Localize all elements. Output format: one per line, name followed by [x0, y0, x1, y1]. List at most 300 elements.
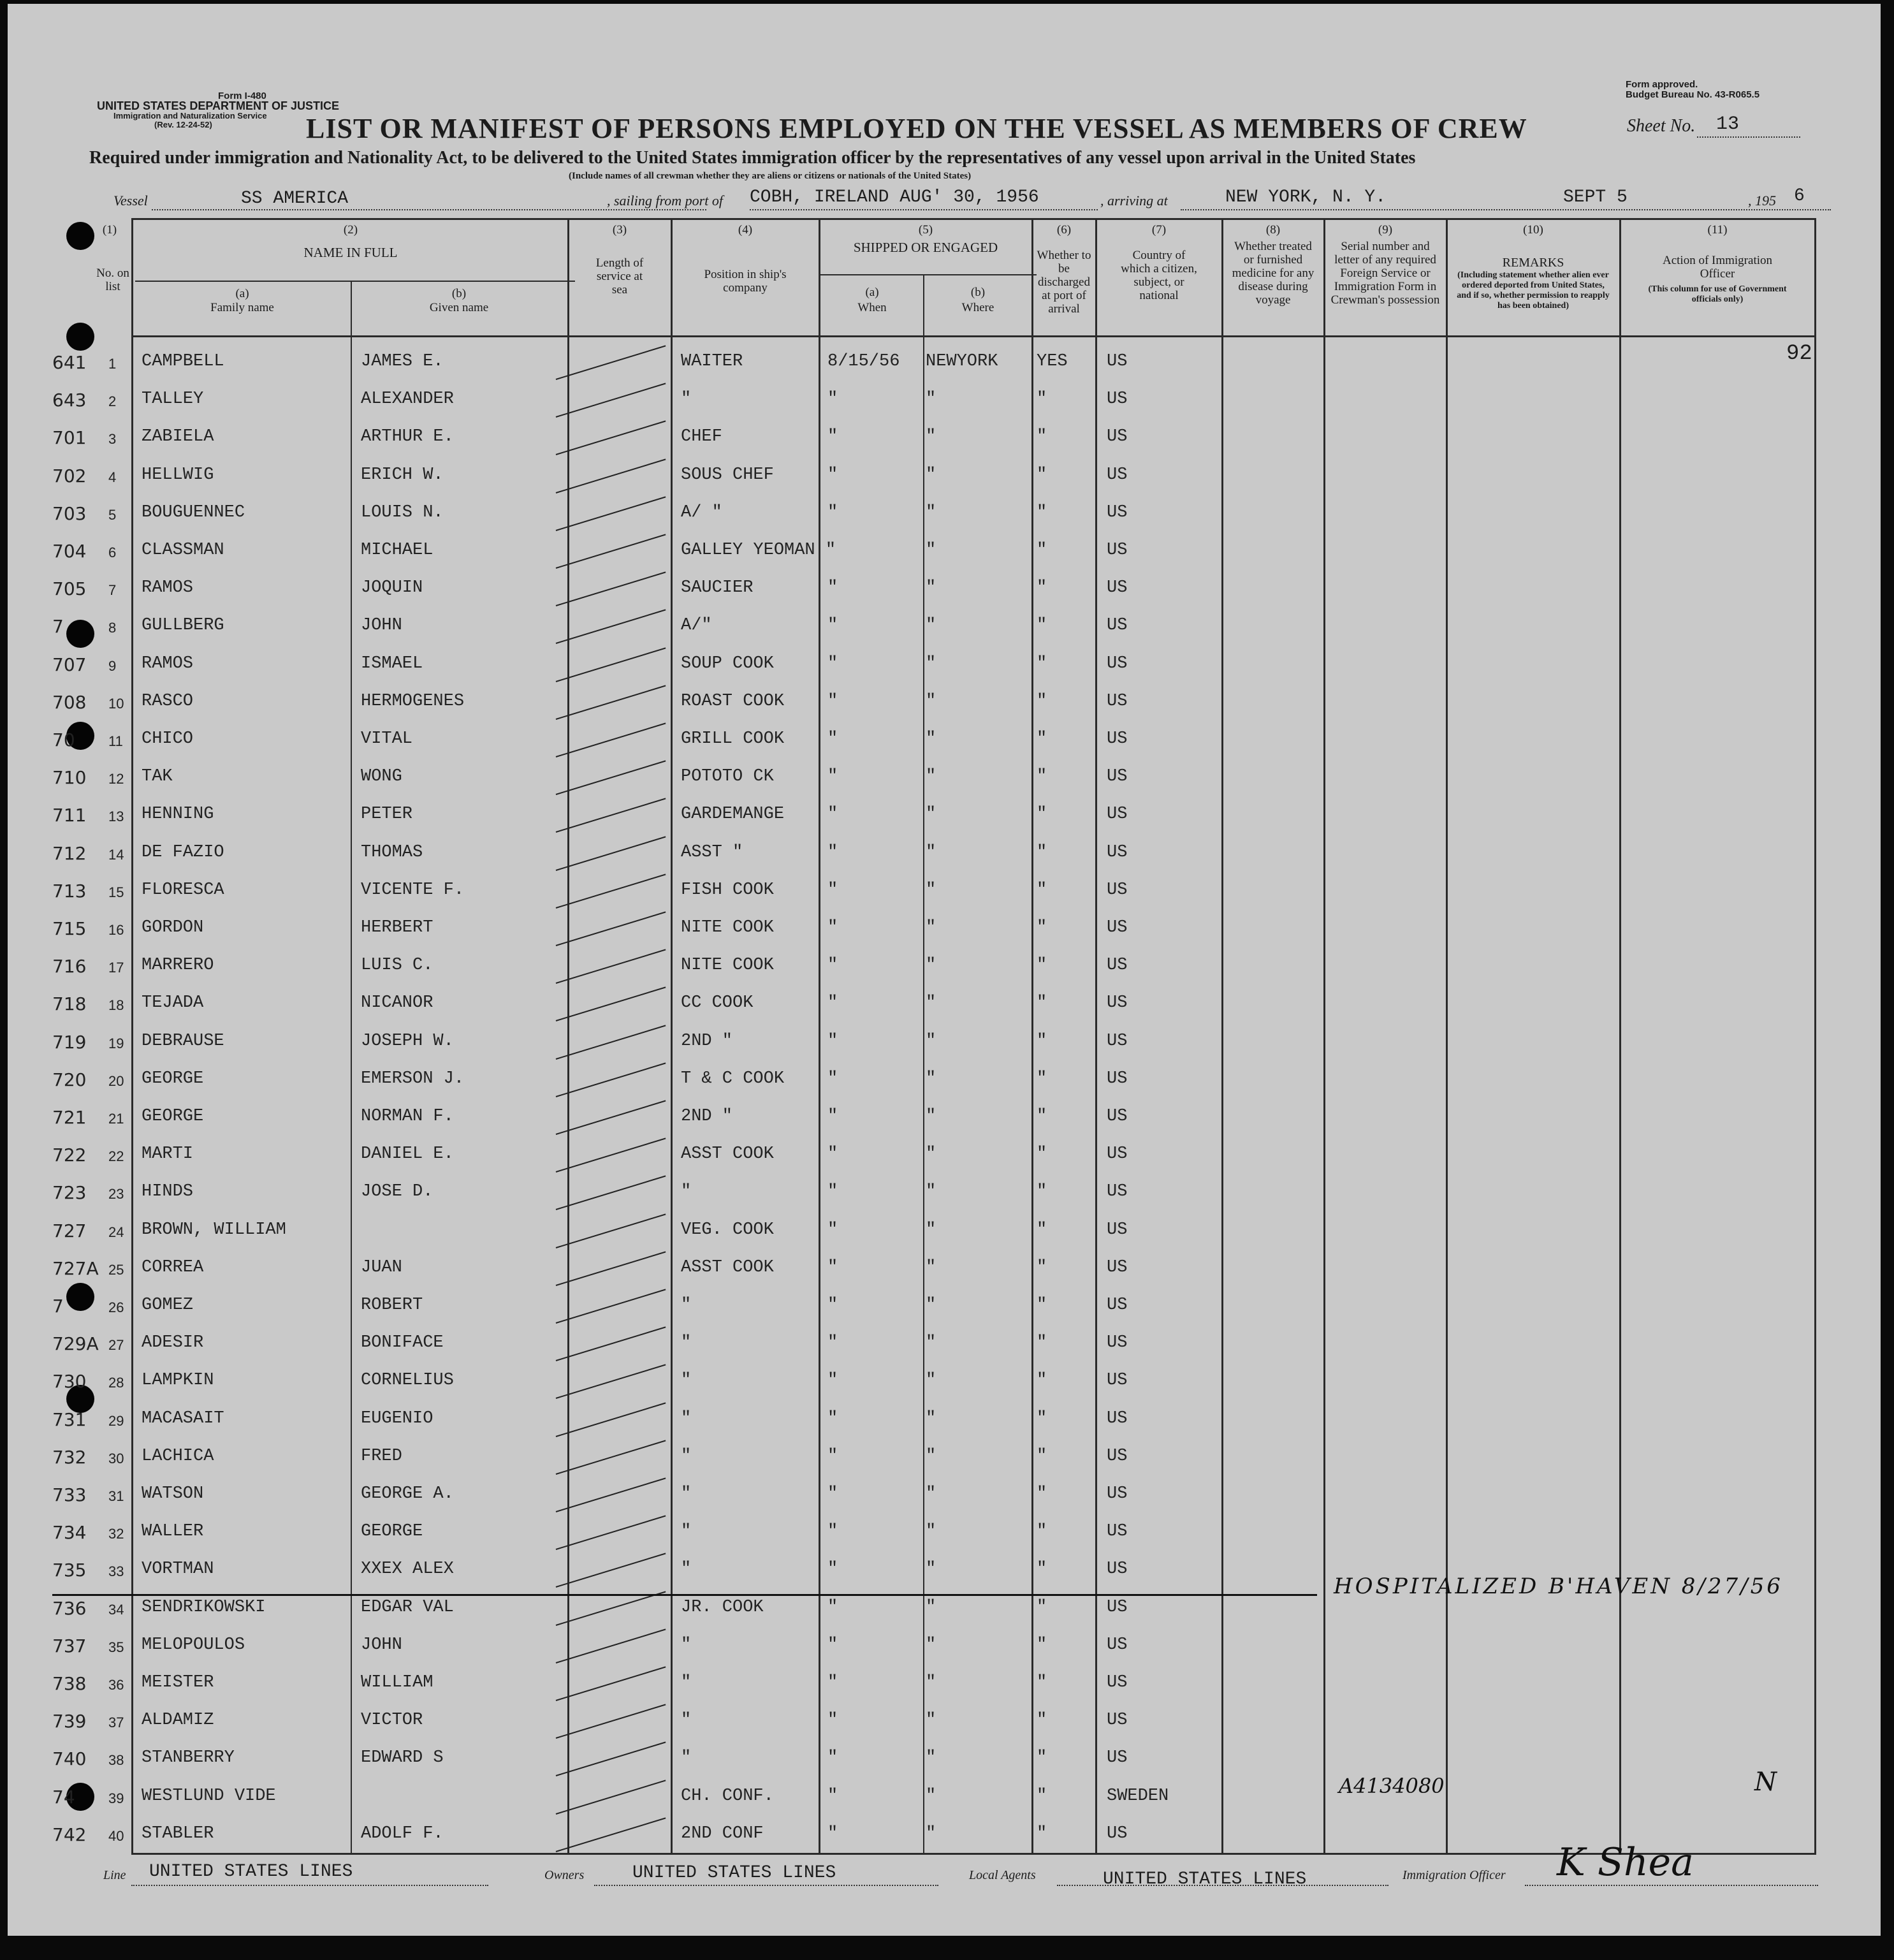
cell-no: 25 [108, 1262, 124, 1278]
cell-where: " [926, 805, 936, 824]
cell-disch: " [1037, 1220, 1047, 1240]
cell-crew: 703 [52, 503, 87, 524]
cell-position: WAITER [681, 352, 743, 371]
cell-disch: " [1037, 1258, 1047, 1277]
cell-disch: " [1037, 1522, 1047, 1541]
service-slash-mark [556, 534, 666, 569]
cell-crew: 720 [52, 1069, 87, 1090]
cell-crew: 701 [52, 427, 87, 448]
cell-disch: " [1037, 1787, 1047, 1806]
cell-disch: " [1037, 1824, 1047, 1843]
cell-family: ALDAMIZ [142, 1711, 214, 1730]
cell-no: 34 [108, 1602, 124, 1618]
arriving-label: , arriving at [1100, 193, 1168, 208]
col6-label: Whether to be discharged at port of arrival [1037, 249, 1091, 316]
form-number: Form I-480 [218, 91, 266, 101]
cell-when: " [827, 918, 838, 937]
cell-no: 33 [108, 1563, 124, 1579]
cell-disch: " [1037, 729, 1047, 749]
cell-no: 7 [108, 582, 117, 598]
col9-label: Serial number and letter of any required Foreign Service or Immigration Form in Crewman's possession [1330, 240, 1440, 307]
officer-dots [1525, 1885, 1818, 1886]
cell-where: " [926, 503, 936, 522]
col5b-label: Where [961, 301, 994, 314]
owners-value: UNITED STATES LINES [632, 1863, 836, 1883]
cell-crew: 705 [52, 578, 87, 599]
service-slash-mark [556, 1666, 666, 1701]
cell-crew: 723 [52, 1182, 87, 1203]
cell-family: LAMPKIN [142, 1371, 214, 1390]
cell-crew: 716 [52, 956, 87, 977]
cell-where: " [926, 1711, 936, 1730]
service-slash-mark [556, 1025, 666, 1060]
cell-disch: " [1037, 427, 1047, 446]
col2a-number: (a) [235, 287, 249, 300]
cell-given: EDGAR VAL [361, 1598, 454, 1617]
cell-where: " [926, 767, 936, 786]
cell-no: 18 [108, 997, 124, 1013]
cell-when: " [827, 1560, 838, 1579]
cell-family: MARRERO [142, 956, 214, 975]
cell-disch: " [1037, 616, 1047, 635]
service-slash-mark [556, 874, 666, 909]
col-divider [1095, 218, 1097, 1855]
cell-country: US [1107, 1333, 1128, 1352]
cell-crew: 727A [52, 1258, 99, 1279]
cell-no: 20 [108, 1073, 124, 1089]
arrival-date: SEPT 5 [1563, 187, 1628, 207]
cell-where: " [926, 1296, 936, 1315]
cell-where: " [926, 541, 936, 560]
cell-where: " [926, 1182, 936, 1201]
cell-when: " [827, 1333, 838, 1352]
agents-label: Local Agents [969, 1868, 1036, 1882]
cell-no: 13 [108, 808, 124, 824]
col6-number: (6) [1056, 223, 1072, 237]
cell-given: VICTOR [361, 1711, 423, 1730]
cell-disch: " [1037, 993, 1047, 1013]
punch-hole [66, 1283, 94, 1311]
cell-family: MELOPOULOS [142, 1635, 245, 1655]
col3-label: Length of service at sea [595, 256, 644, 296]
cell-where: " [926, 843, 936, 862]
cell-when: " [827, 654, 838, 673]
cell-no: 29 [108, 1413, 124, 1429]
cell-country: US [1107, 1673, 1128, 1692]
service-slash-mark [556, 986, 666, 1021]
cell-position: " [681, 1484, 692, 1503]
cell-crew: 735 [52, 1560, 87, 1581]
cell-when: " [827, 1069, 838, 1088]
cell-country: US [1107, 427, 1128, 446]
departure-port: COBH, IRELAND AUG' 30, 1956 [750, 187, 1039, 207]
cell-given: EMERSON J. [361, 1069, 465, 1088]
service-slash-mark [556, 571, 666, 606]
cell-position: ASST " [681, 843, 743, 862]
cell-no: 28 [108, 1375, 124, 1391]
cell-when: " [827, 616, 838, 635]
cell-when: " [827, 956, 838, 975]
cell-crew: 74 [52, 1787, 75, 1808]
cell-crew: 715 [52, 918, 87, 939]
manifest-sheet [8, 4, 1881, 1936]
service-slash-mark [556, 1515, 666, 1550]
cell-position: SAUCIER [681, 578, 754, 597]
cell-crew: 702 [52, 465, 87, 486]
cell-country: US [1107, 1598, 1128, 1617]
cell-position: 2ND CONF [681, 1824, 764, 1843]
cell-family: HINDS [142, 1182, 194, 1201]
cell-no: 32 [108, 1526, 124, 1542]
col8-number: (8) [1265, 223, 1281, 237]
cell-no: 10 [108, 696, 124, 712]
cell-country: US [1107, 1107, 1128, 1126]
cell-where: " [926, 956, 936, 975]
cell-country: US [1107, 1032, 1128, 1051]
cell-crew: 707 [52, 654, 87, 675]
cell-where: " [926, 654, 936, 673]
cell-crew: 70 [52, 729, 75, 750]
service-slash-mark [556, 1477, 666, 1512]
cell-family: SENDRIKOWSKI [142, 1598, 266, 1617]
cell-disch: " [1037, 1333, 1047, 1352]
cell-country: US [1107, 1371, 1128, 1390]
service-slash-mark [556, 1741, 666, 1776]
cell-position: CH. CONF. [681, 1787, 774, 1806]
cell-disch: " [1037, 881, 1047, 900]
cell-when: " [827, 993, 838, 1013]
cell-country: US [1107, 1409, 1128, 1428]
col2a-label: Family name [210, 301, 274, 314]
cell-position: 2ND " [681, 1107, 733, 1126]
cell-disch: " [1037, 503, 1047, 522]
cell-where: NEWYORK [926, 352, 998, 371]
cell-where: " [926, 1371, 936, 1390]
cell-family: TAK [142, 767, 173, 786]
cell-disch: " [1037, 1107, 1047, 1126]
cell-country: US [1107, 1635, 1128, 1655]
cell-crew: 740 [52, 1748, 87, 1769]
cell-disch: " [1037, 465, 1047, 485]
cell-family: HELLWIG [142, 465, 214, 485]
cell-family: FLORESCA [142, 881, 224, 900]
cell-disch: " [1037, 1145, 1047, 1164]
cell-position: A/" [681, 616, 712, 635]
cell-position: " [681, 1711, 692, 1730]
col2-label: NAME IN FULL [303, 245, 398, 260]
revision: (Rev. 12-24-52) [154, 120, 212, 129]
cell-position: GALLEY YEOMAN " [681, 541, 836, 560]
col2-number: (2) [343, 223, 358, 237]
cell-where: " [926, 1447, 936, 1466]
cell-position: " [681, 1296, 692, 1315]
cell-position: GARDEMANGE [681, 805, 785, 824]
department: UNITED STATES DEPARTMENT OF JUSTICE [97, 99, 340, 112]
cell-position: T & C COOK [681, 1069, 785, 1088]
cell-disch: " [1037, 578, 1047, 597]
cell-country: US [1107, 1560, 1128, 1579]
cell-country: US [1107, 1522, 1128, 1541]
cell-when: " [827, 1182, 838, 1201]
cell-country: US [1107, 1145, 1128, 1164]
cell-no: 4 [108, 469, 117, 485]
cell-family: MACASAIT [142, 1409, 224, 1428]
cell-position: " [681, 1371, 692, 1390]
cell-where: " [926, 918, 936, 937]
col11-label: Action of Immigration Officer [1662, 254, 1773, 281]
line-value: UNITED STATES LINES [149, 1862, 353, 1882]
cell-country: US [1107, 1182, 1128, 1201]
cell-no: 31 [108, 1488, 124, 1504]
cell-crew: 731 [52, 1409, 87, 1430]
service-slash-mark [556, 1175, 666, 1210]
cell-where: " [926, 729, 936, 749]
cell-when: 8/15/56 [827, 352, 900, 371]
cell-family: TALLEY [142, 390, 204, 409]
cell-position: " [681, 1673, 692, 1692]
cell-when: " [827, 390, 838, 409]
service-slash-mark [556, 1100, 666, 1135]
cell-disch: " [1037, 1409, 1047, 1428]
name-subheader-line [135, 281, 575, 282]
line-label: Line [103, 1868, 126, 1882]
cell-family: MARTI [142, 1145, 194, 1164]
subtitle: Required under immigration and Nationality Act, to be delivered to the United States immigration officer by the representatives of any vessel upon arrival in the United States [89, 148, 1416, 168]
cell-when: " [827, 881, 838, 900]
cell-position: A/ " [681, 503, 722, 522]
cell-no: 17 [108, 960, 124, 976]
cell-given: GEORGE [361, 1522, 423, 1541]
cell-when: " [827, 1522, 838, 1541]
cell-when: " [827, 1258, 838, 1277]
cell-no: 35 [108, 1639, 124, 1655]
cell-crew: 708 [52, 692, 87, 713]
cell-no: 21 [108, 1111, 124, 1127]
cell-disch: " [1037, 1484, 1047, 1503]
service-slash-mark [556, 1289, 666, 1324]
cell-crew: 641 [52, 352, 87, 373]
cell-where: " [926, 1145, 936, 1164]
cell-position: " [681, 1182, 692, 1201]
cell-family: CAMPBELL [142, 352, 224, 371]
cell-crew: 711 [52, 805, 87, 826]
cell-no: 30 [108, 1451, 124, 1466]
cell-disch: " [1037, 805, 1047, 824]
cell-when: " [827, 1598, 838, 1617]
col1-label: No. on list [96, 267, 129, 293]
cell-crew: 643 [52, 390, 87, 411]
service-slash-mark [556, 496, 666, 531]
punch-hole [66, 620, 94, 648]
form-approved: Form approved. [1626, 79, 1698, 90]
cell-country: US [1107, 918, 1128, 937]
cell-country: US [1107, 1748, 1128, 1767]
cell-when: " [827, 843, 838, 862]
cell-when: " [827, 578, 838, 597]
cell-when: " [827, 729, 838, 749]
service-slash-mark [556, 1364, 666, 1399]
cell-disch: " [1037, 1447, 1047, 1466]
cell-given: PETER [361, 805, 413, 824]
cell-position: " [681, 1560, 692, 1579]
cell-family: VORTMAN [142, 1560, 214, 1579]
cell-country: US [1107, 465, 1128, 485]
cell-crew: 733 [52, 1484, 87, 1505]
cell-where: " [926, 390, 936, 409]
cell-disch: " [1037, 1711, 1047, 1730]
cell-crew: 739 [52, 1711, 87, 1732]
cell-crew: 7 [52, 1296, 64, 1317]
cell-when: " [827, 1711, 838, 1730]
cell-crew: 736 [52, 1598, 87, 1619]
cell-no: 16 [108, 922, 124, 938]
cell-when: " [827, 1220, 838, 1240]
col1-number: (1) [102, 223, 117, 237]
cell-country: US [1107, 1296, 1128, 1315]
year-digit: 6 [1794, 186, 1805, 206]
col-divider [1814, 218, 1816, 1855]
cell-family: RASCO [142, 692, 194, 711]
cell-when: " [827, 1107, 838, 1126]
vessel-name: SS AMERICA [241, 189, 349, 208]
cell-family: DE FAZIO [142, 843, 224, 862]
sheet-number: 13 [1716, 113, 1740, 135]
cell-given: LOUIS N. [361, 503, 444, 522]
officer-signature: K Shea [1557, 1840, 1694, 1885]
cell-no: 22 [108, 1148, 124, 1164]
cell-no: 3 [108, 431, 117, 447]
service-slash-mark [556, 798, 666, 833]
col-divider [351, 282, 352, 1855]
cell-position: GRILL COOK [681, 729, 785, 749]
cell-when: " [827, 1824, 838, 1843]
cell-given: VITAL [361, 729, 413, 749]
strike-through-line [52, 1594, 1317, 1596]
cell-where: " [926, 578, 936, 597]
cell-disch: " [1037, 1598, 1047, 1617]
cell-disch: YES [1037, 352, 1068, 371]
cell-country: US [1107, 1484, 1128, 1503]
cell-country: US [1107, 503, 1128, 522]
service-slash-mark [556, 949, 666, 984]
line-dots [131, 1885, 488, 1886]
sailing-label: , sailing from port of [607, 193, 723, 208]
cell-crew: 732 [52, 1447, 87, 1468]
cell-disch: " [1037, 1635, 1047, 1655]
cell-given: XXEX ALEX [361, 1560, 454, 1579]
cell-where: " [926, 427, 936, 446]
cell-crew: 722 [52, 1145, 87, 1166]
col-divider [1221, 218, 1223, 1855]
cell-crew: 742 [52, 1824, 87, 1845]
cell-when: " [827, 1145, 838, 1164]
cell-no: 1 [108, 356, 117, 372]
cell-no: 26 [108, 1299, 124, 1315]
cell-position: " [681, 1333, 692, 1352]
cell-when: " [827, 427, 838, 446]
service-slash-mark [556, 1402, 666, 1437]
cell-given: JOSEPH W. [361, 1032, 454, 1051]
cell-family: CHICO [142, 729, 194, 749]
cell-where: " [926, 1409, 936, 1428]
cell-country: US [1107, 692, 1128, 711]
cell-no: 15 [108, 884, 124, 900]
cell-country: US [1107, 654, 1128, 673]
cell-where: " [926, 993, 936, 1013]
cell-family: HENNING [142, 805, 214, 824]
cell-where: " [926, 1598, 936, 1617]
col10-number: (10) [1523, 223, 1543, 237]
col4-label: Position in ship's company [704, 268, 787, 295]
cell-position: SOUS CHEF [681, 465, 774, 485]
action-92: 92 [1786, 342, 1812, 366]
cell-country: US [1107, 1711, 1128, 1730]
cell-given: ADOLF F. [361, 1824, 444, 1843]
cell-disch: " [1037, 1182, 1047, 1201]
cell-where: " [926, 1787, 936, 1806]
cell-where: " [926, 1748, 936, 1767]
col5-label: SHIPPED OR ENGAGED [853, 240, 998, 255]
cell-country: SWEDEN [1107, 1787, 1169, 1806]
cell-given: JOHN [361, 1635, 402, 1655]
cell-no: 11 [108, 733, 123, 749]
col11-number: (11) [1707, 223, 1728, 237]
cell-position: " [681, 1409, 692, 1428]
cell-given: EUGENIO [361, 1409, 433, 1428]
cell-when: " [827, 503, 838, 522]
cell-position: " [681, 1748, 692, 1767]
service-slash-mark [556, 836, 666, 871]
cell-crew: 704 [52, 541, 87, 562]
cell-family: LACHICA [142, 1447, 214, 1466]
cell-where: " [926, 1333, 936, 1352]
cell-no: 12 [108, 771, 124, 787]
cell-crew: 713 [52, 881, 87, 902]
cell-given: LUIS C. [361, 956, 433, 975]
cell-position: NITE COOK [681, 918, 774, 937]
cell-given: NORMAN F. [361, 1107, 454, 1126]
cell-no: 5 [108, 507, 117, 523]
cell-when: " [827, 1748, 838, 1767]
service-slash-mark [556, 1553, 666, 1588]
cell-country: US [1107, 881, 1128, 900]
cell-when: " [827, 1296, 838, 1315]
cell-disch: " [1037, 956, 1047, 975]
cell-family: DEBRAUSE [142, 1032, 224, 1051]
arrival-dots [1181, 209, 1831, 210]
cell-given: JUAN [361, 1258, 402, 1277]
cell-where: " [926, 1484, 936, 1503]
cell-country: US [1107, 1447, 1128, 1466]
cell-given: BONIFACE [361, 1333, 444, 1352]
cell-given: ARTHUR E. [361, 427, 454, 446]
service-slash-mark [556, 911, 666, 946]
cell-given: WILLIAM [361, 1673, 433, 1692]
cell-no: 9 [108, 658, 117, 674]
service-slash-mark [556, 345, 666, 380]
cell-given: VICENTE F. [361, 881, 465, 900]
cell-given: JOQUIN [361, 578, 423, 597]
col5-number: (5) [918, 223, 933, 237]
punch-hole [66, 323, 94, 351]
col-divider [1323, 218, 1325, 1855]
service-slash-mark [556, 760, 666, 795]
cell-where: " [926, 1824, 936, 1843]
col-divider [819, 218, 820, 1855]
cell-crew: 710 [52, 767, 87, 788]
cell-no: 6 [108, 545, 117, 560]
cell-family: TEJADA [142, 993, 204, 1013]
